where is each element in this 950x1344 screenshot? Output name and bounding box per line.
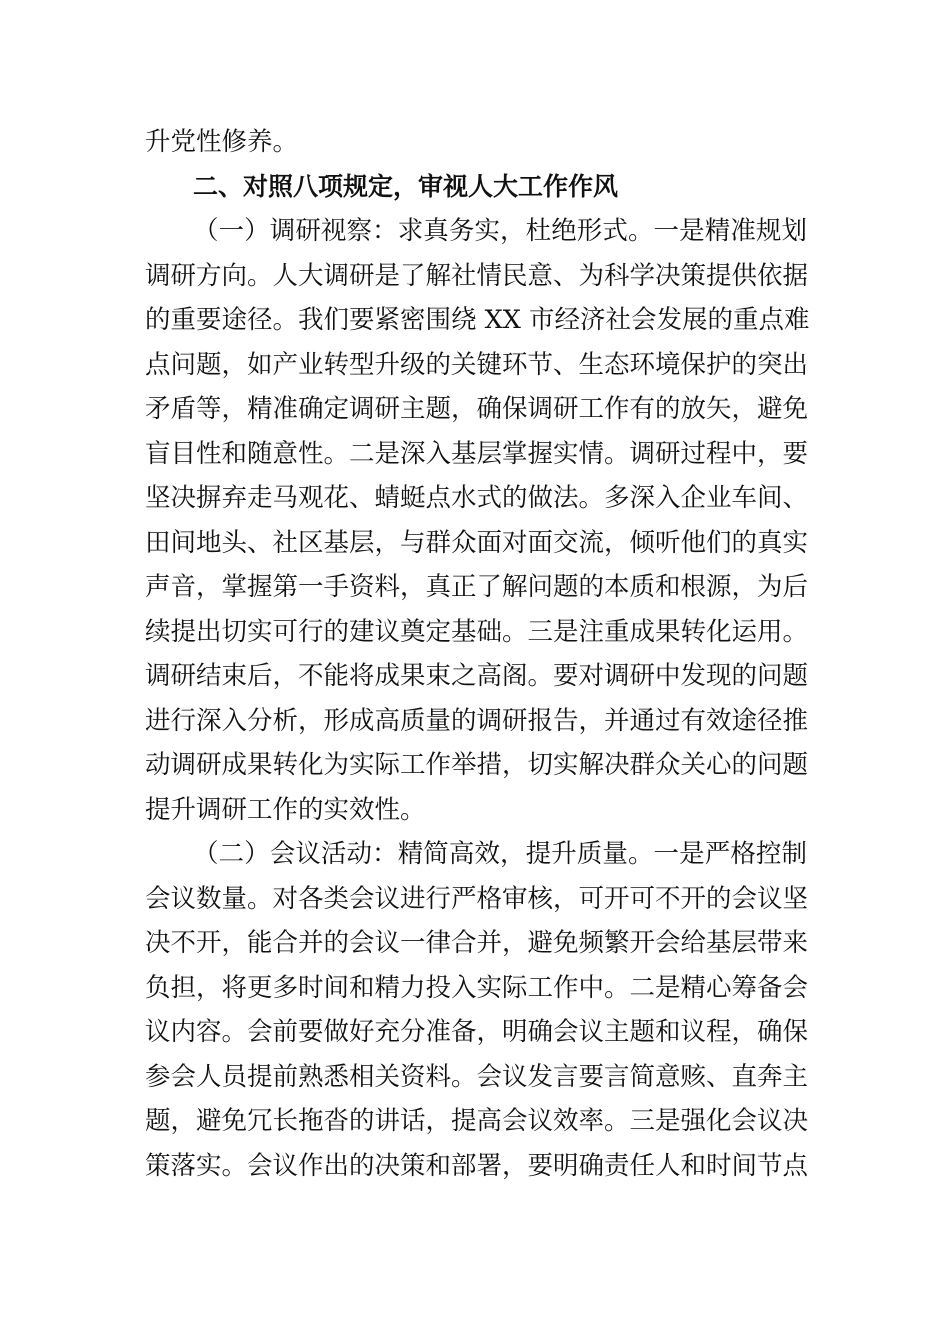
- subsection-heading-line: （一）调研视察：求真务实，杜绝形式。一是精准规划: [193, 216, 807, 246]
- paragraph-line: 提升调研工作的实效性。: [145, 795, 426, 825]
- paragraph-line: 进行深入分析，形成高质量的调研报告，并通过有效途径推: [145, 706, 809, 736]
- paragraph-line: 盲目性和随意性。二是深入基层掌握实情。调研过程中，要: [145, 439, 809, 469]
- paragraph-line: 调研方向。人大调研是了解社情民意、为科学决策提供依据: [145, 261, 809, 291]
- paragraph-line: 的重要途径。我们要紧密围绕 XX 市经济社会发展的重点难: [145, 305, 810, 335]
- paragraph-line: 负担，将更多时间和精力投入实际工作中。二是精心筹备会: [145, 973, 809, 1003]
- paragraph-line: 题，避免冗长拖沓的讲话，提高会议效率。三是强化会议决: [145, 1106, 809, 1136]
- paragraph-line: 调研结束后，不能将成果束之高阁。要对调研中发现的问题: [145, 661, 809, 691]
- paragraph-line: 坚决摒弃走马观花、蜻蜓点水式的做法。多深入企业车间、: [145, 483, 809, 513]
- paragraph-line: 点问题，如产业转型升级的关键环节、生态环境保护的突出: [145, 350, 809, 380]
- subsection-heading-line: （二）会议活动：精简高效，提升质量。一是严格控制: [193, 839, 807, 869]
- paragraph-line: 决不开，能合并的会议一律合并，避免频繁开会给基层带来: [145, 928, 809, 958]
- paragraph-line: 会议数量。对各类会议进行严格审核，可开可不开的会议坚: [145, 884, 809, 914]
- paragraph-line: 参会人员提前熟悉相关资料。会议发言要言简意赅、直奔主: [145, 1062, 809, 1092]
- paragraph-line: 续提出切实可行的建议奠定基础。三是注重成果转化运用。: [145, 617, 809, 647]
- paragraph-line: 矛盾等，精准确定调研主题，确保调研工作有的放矢，避免: [145, 394, 809, 424]
- paragraph-line: 升党性修养。: [145, 127, 299, 157]
- paragraph-line: 议内容。会前要做好充分准备，明确会议主题和议程，确保: [145, 1017, 809, 1047]
- paragraph-line: 动调研成果转化为实际工作举措，切实解决群众关心的问题: [145, 750, 809, 780]
- section-heading: 二、对照八项规定，审视人大工作作风: [193, 172, 619, 201]
- paragraph-line: 田间地头、社区基层，与群众面对面交流，倾听他们的真实: [145, 528, 809, 558]
- paragraph-line: 声音，掌握第一手资料，真正了解问题的本质和根源，为后: [145, 572, 809, 602]
- paragraph-line: 策落实。会议作出的决策和部署，要明确责任人和时间节点: [145, 1151, 809, 1181]
